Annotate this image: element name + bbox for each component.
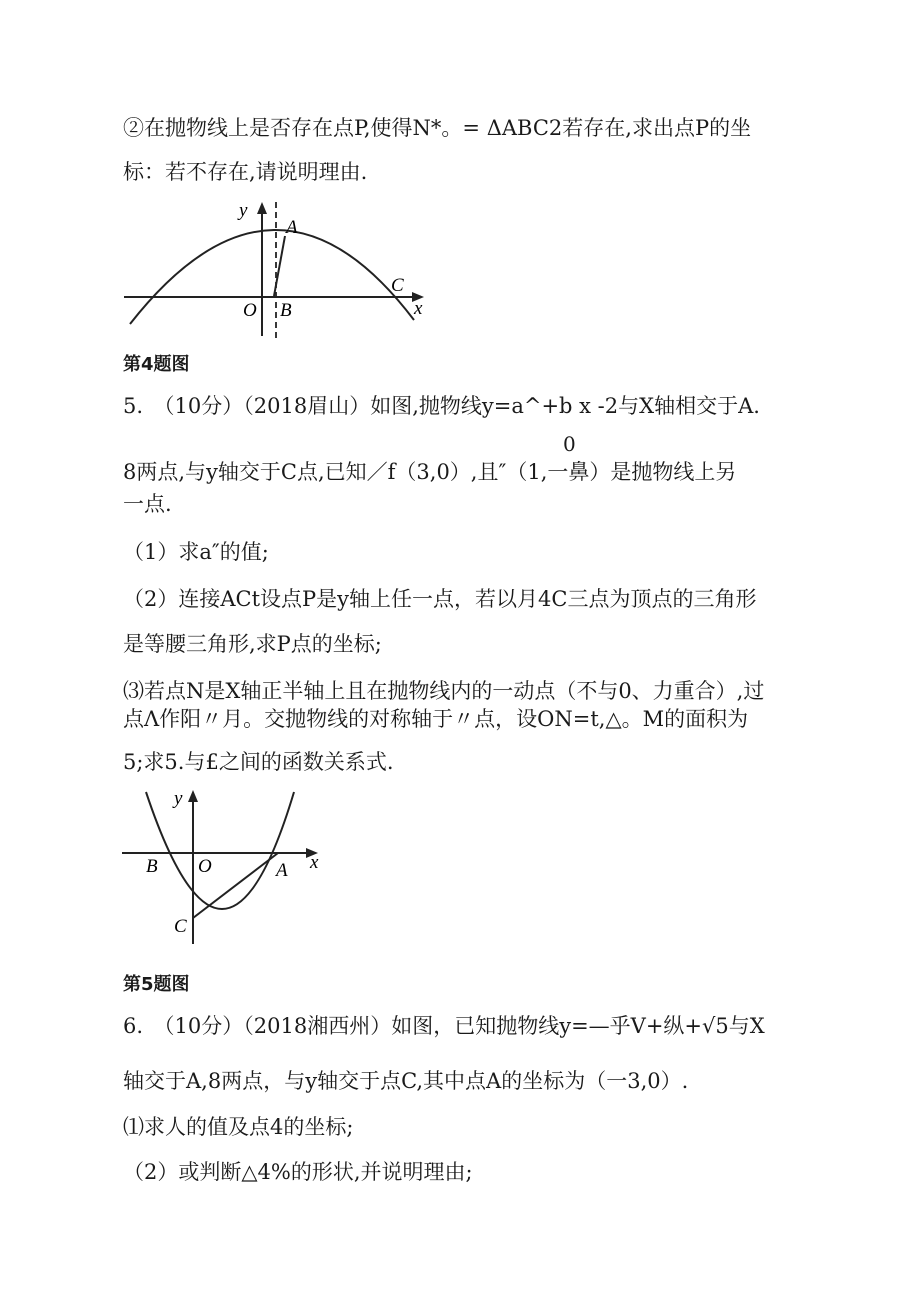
q5-label-x: x bbox=[310, 852, 319, 873]
q5-label-o: O bbox=[198, 856, 212, 877]
q4-label-x: x bbox=[414, 298, 423, 319]
q5-figure bbox=[118, 786, 328, 946]
q4-parabola bbox=[130, 230, 414, 324]
q5-part-1: （1）求a″的值; bbox=[123, 540, 269, 564]
q5-label-y: y bbox=[174, 788, 183, 809]
q4-text-line-2: 标：若不存在,请说明理由. bbox=[123, 160, 368, 184]
q4-caption: 第4题图 bbox=[123, 354, 190, 375]
q5-caption: 第5题图 bbox=[123, 974, 190, 995]
q4-label-b: B bbox=[280, 300, 292, 321]
q4-figure bbox=[118, 196, 438, 346]
q6-part-1: ⑴求人的值及点4的坐标; bbox=[123, 1115, 354, 1139]
q5-part-3-line-1: ⑶若点N是X轴正半轴上且在抛物线内的一动点（不与0、力重合）,过 bbox=[123, 679, 765, 703]
q4-label-c: C bbox=[391, 275, 404, 296]
q5-label-b: B bbox=[146, 856, 158, 877]
q4-text-line-1: ②在抛物线上是否存在点P,使得N*。= ΔABC2若存在,求出点P的坐 bbox=[123, 116, 752, 140]
q5-part-3-line-2: 点Λ作阳〃月。交抛物线的对称轴于〃点，设ON=t,△。M的面积为 bbox=[123, 707, 749, 731]
q5-superscript: 0 bbox=[563, 432, 576, 456]
q6-text-line-1: 6. （10分）（2018湘西州）如图，已知抛物线y=—乎V+纵+√5与X bbox=[123, 1014, 765, 1038]
q4-y-arrow bbox=[257, 202, 267, 214]
q4-label-y: y bbox=[239, 200, 248, 221]
q6-text-line-2: 轴交于A,8两点，与y轴交于点C,其中点A的坐标为（一3,0）. bbox=[123, 1069, 689, 1093]
q5-part-3-line-3: 5;求5.与£之间的函数关系式. bbox=[123, 750, 394, 774]
q5-text-line-1: 5. （10分）（2018眉山）如图,抛物线y=a^+b x -2与X轴相交于A. bbox=[123, 394, 760, 418]
q5-text-line-3: 一点. bbox=[123, 492, 172, 516]
q4-label-a: A bbox=[286, 217, 298, 238]
q5-label-c: C bbox=[174, 916, 187, 937]
q5-part-2-line-2: 是等腰三角形,求P点的坐标; bbox=[123, 632, 382, 656]
q5-part-2-line-1: （2）连接ACt设点P是y轴上任一点，若以月4C三点为顶点的三角形 bbox=[123, 587, 757, 611]
q5-y-arrow bbox=[188, 790, 198, 802]
q5-label-a: A bbox=[276, 860, 288, 881]
q6-part-2: （2）或判断△4%的形状,并说明理由; bbox=[123, 1160, 473, 1184]
q4-label-o: O bbox=[243, 300, 257, 321]
q5-parabola bbox=[146, 792, 294, 909]
q5-text-line-2: 8两点,与y轴交于C点,已知／f（3,0）,且″（1,一鼻）是抛物线上另 bbox=[123, 460, 737, 484]
